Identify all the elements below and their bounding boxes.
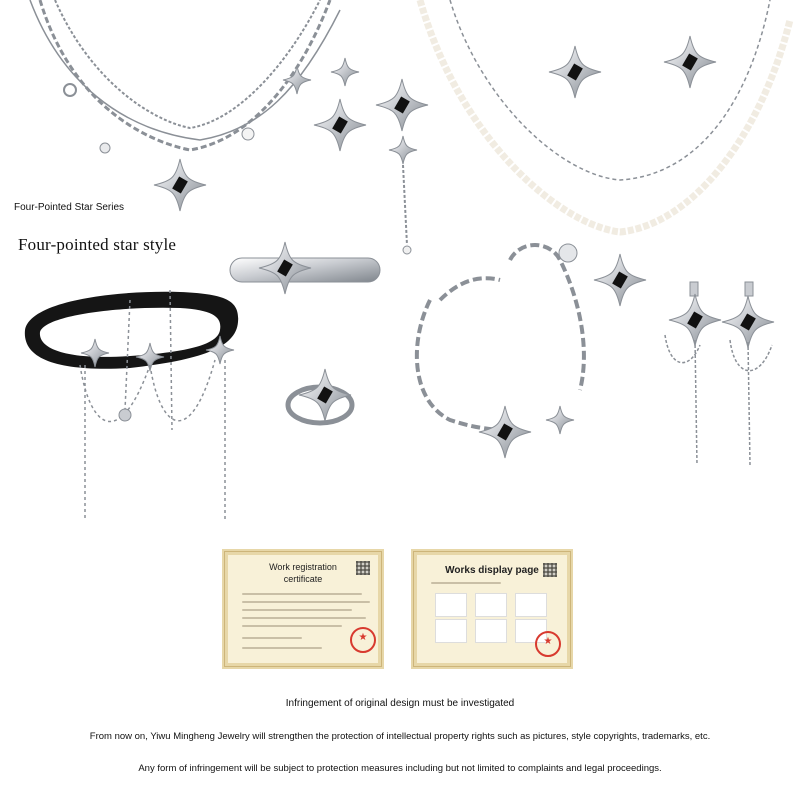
star-tassel-earrings xyxy=(665,282,774,465)
text-line xyxy=(242,593,362,595)
footer-line2: Any form of infringement will be subject to protection measures including but not limited to complaints and legal proceedings. xyxy=(138,763,662,774)
footer-line1: From now on, Yiwu Mingheng Jewelry will strengthen the protection of intellectual property rights such as pictures, style copyrights, trademarks, etc. xyxy=(89,731,711,742)
star-ring xyxy=(288,369,352,423)
text-line xyxy=(242,625,342,627)
star-hair-clip xyxy=(230,242,380,294)
style-label: Four-pointed star style xyxy=(18,235,177,254)
text-line xyxy=(431,582,501,584)
text-line xyxy=(242,637,302,639)
qr-code-icon xyxy=(356,561,370,575)
star-stud-earrings xyxy=(549,36,716,98)
thumbnail-image xyxy=(475,619,507,643)
star-bracelet xyxy=(417,245,584,430)
star-drop-earrings xyxy=(314,58,428,254)
official-stamp-icon xyxy=(350,627,376,653)
leather-choker xyxy=(25,290,238,520)
thumbnail-image xyxy=(435,619,467,643)
thumbnail-image xyxy=(475,593,507,617)
text-line xyxy=(242,647,322,649)
pearl-necklace xyxy=(420,0,790,306)
works-display-certificate xyxy=(411,549,573,669)
text-line xyxy=(242,601,370,603)
certificate-title-line2: certificate xyxy=(283,574,323,584)
thumbnail-image xyxy=(515,593,547,617)
registration-certificate xyxy=(222,549,384,669)
text-line xyxy=(242,609,352,611)
official-stamp-icon xyxy=(535,631,561,657)
footer-heading: Infringement of original design must be investigated xyxy=(285,698,515,709)
text-line xyxy=(242,617,366,619)
thumbnail-image xyxy=(435,593,467,617)
certificate-title: Works display page xyxy=(445,565,539,576)
qr-code-icon xyxy=(543,563,557,577)
certificate-title-line1: Work registration xyxy=(269,562,337,572)
series-label: Four-Pointed Star Series xyxy=(14,202,125,213)
